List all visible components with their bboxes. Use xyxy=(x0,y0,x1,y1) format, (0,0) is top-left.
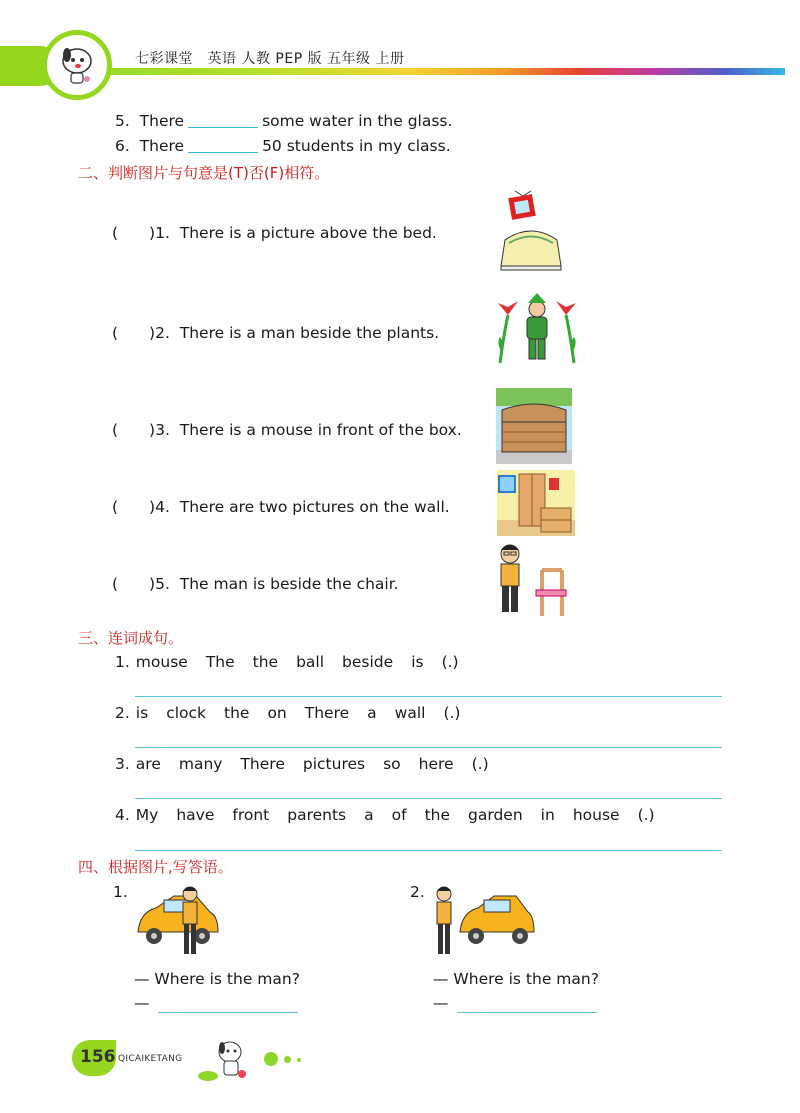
judge-item-1 xyxy=(112,221,437,243)
picture-q-2-number: 2. xyxy=(410,883,425,901)
picture-q-2-answer-dash: — xyxy=(433,994,449,1012)
judge-sentence: There is a man beside the plants. xyxy=(179,324,440,342)
room-scene-icon xyxy=(497,470,575,536)
picture-q-2-question: — Where is the man? xyxy=(433,970,599,988)
word-chip: beside xyxy=(342,653,394,671)
word-chip: mouse xyxy=(135,653,188,671)
word-chip: is xyxy=(411,653,424,671)
word-chip: (.) xyxy=(443,704,461,722)
answer-line[interactable] xyxy=(135,798,722,799)
fill-item-6 xyxy=(115,137,451,155)
word-chip: in xyxy=(540,806,555,824)
dog-mascot-icon xyxy=(47,35,107,95)
answer-blank[interactable] xyxy=(188,126,258,128)
answer-paren: ( )2. xyxy=(112,324,170,342)
answer-blank[interactable] xyxy=(188,151,258,153)
word-chip: many xyxy=(178,755,223,773)
word-chip: (.) xyxy=(637,806,655,824)
header-title: 七彩课堂 英语 人教 PEP 版 五年级 上册 xyxy=(135,51,405,67)
word-chip: clock xyxy=(166,704,206,722)
judge-sentence: The man is beside the chair. xyxy=(179,575,399,593)
item-word: There xyxy=(139,137,185,155)
item-number: 3. xyxy=(115,755,130,773)
man-beside-car-icon xyxy=(432,884,536,958)
section-2-title: 二、判断图片与句意是(T)否(F)相符。 xyxy=(78,164,330,182)
word-chip: a xyxy=(364,806,374,824)
word-chip: The xyxy=(205,653,235,671)
word-chip: here xyxy=(418,755,454,773)
word-chip: My xyxy=(135,806,159,824)
item-word: There xyxy=(139,112,185,130)
word-chip: There xyxy=(304,704,350,722)
word-chip: ball xyxy=(296,653,325,671)
judge-item-5 xyxy=(112,572,399,594)
footer-brand: QICAIKETANG xyxy=(118,1054,183,1064)
answer-paren: ( )5. xyxy=(112,575,170,593)
logo-badge xyxy=(42,30,112,100)
item-rest: 50 students in my class. xyxy=(262,137,451,155)
word-chip: front xyxy=(232,806,270,824)
word-chip: are xyxy=(135,755,161,773)
reorder-item-2 xyxy=(115,704,478,722)
picture-q-1-question: — Where is the man? xyxy=(134,970,300,988)
item-number: 5. xyxy=(115,112,130,130)
word-chip: on xyxy=(267,704,287,722)
decor-dot-large xyxy=(264,1052,278,1066)
man-chair-icon xyxy=(496,542,568,618)
header-rainbow-bar xyxy=(40,68,785,75)
item-number: 6. xyxy=(115,137,130,155)
word-chip: wall xyxy=(394,704,426,722)
item-number: 2. xyxy=(115,704,130,722)
man-beside-car-icon xyxy=(134,884,220,958)
page-number: 156 xyxy=(80,1047,116,1067)
word-chip: the xyxy=(252,653,279,671)
answer-paren: ( )3. xyxy=(112,421,170,439)
box-scene-icon xyxy=(496,388,572,464)
dog-painting-icon xyxy=(196,1036,252,1084)
word-chip: the xyxy=(224,704,250,722)
answer-line[interactable] xyxy=(158,1012,298,1013)
judge-sentence: There is a picture above the bed. xyxy=(179,224,437,242)
answer-line[interactable] xyxy=(135,747,722,748)
answer-line[interactable] xyxy=(135,850,722,851)
judge-sentence: There are two pictures on the wall. xyxy=(179,498,450,516)
answer-line[interactable] xyxy=(135,696,722,697)
word-chip: garden xyxy=(468,806,523,824)
picture-q-1-number: 1. xyxy=(113,883,128,901)
item-number: 1. xyxy=(115,653,130,671)
reorder-item-3 xyxy=(115,755,507,773)
word-chip: (.) xyxy=(441,653,459,671)
word-chip: is xyxy=(135,704,149,722)
picture-q-1-answer-dash: — xyxy=(134,994,150,1012)
word-chip: so xyxy=(383,755,401,773)
word-chip: parents xyxy=(287,806,347,824)
man-beside-plants-icon xyxy=(494,293,580,365)
word-chip: pictures xyxy=(302,755,366,773)
answer-line[interactable] xyxy=(457,1012,597,1013)
word-chip: (.) xyxy=(471,755,489,773)
item-number: 4. xyxy=(115,806,130,824)
answer-paren: ( )1. xyxy=(112,224,170,242)
picture-above-bed-icon xyxy=(495,188,567,273)
answer-paren: ( )4. xyxy=(112,498,170,516)
judge-item-2 xyxy=(112,321,439,343)
judge-item-4 xyxy=(112,495,450,517)
fill-item-5 xyxy=(115,112,452,130)
decor-dot-medium xyxy=(284,1056,291,1063)
judge-item-3 xyxy=(112,418,462,440)
section-4-title: 四、根据图片,写答语。 xyxy=(78,858,233,876)
word-chip: There xyxy=(240,755,285,773)
section-3-title: 三、连词成句。 xyxy=(78,629,184,647)
item-rest: some water in the glass. xyxy=(262,112,453,130)
word-chip: house xyxy=(572,806,620,824)
judge-sentence: There is a mouse in front of the box. xyxy=(179,421,462,439)
word-chip: the xyxy=(424,806,451,824)
word-chip: of xyxy=(391,806,407,824)
reorder-item-4 xyxy=(115,806,673,824)
reorder-item-1 xyxy=(115,653,477,671)
word-chip: a xyxy=(367,704,377,722)
decor-dot-small xyxy=(297,1058,301,1062)
word-chip: have xyxy=(176,806,215,824)
